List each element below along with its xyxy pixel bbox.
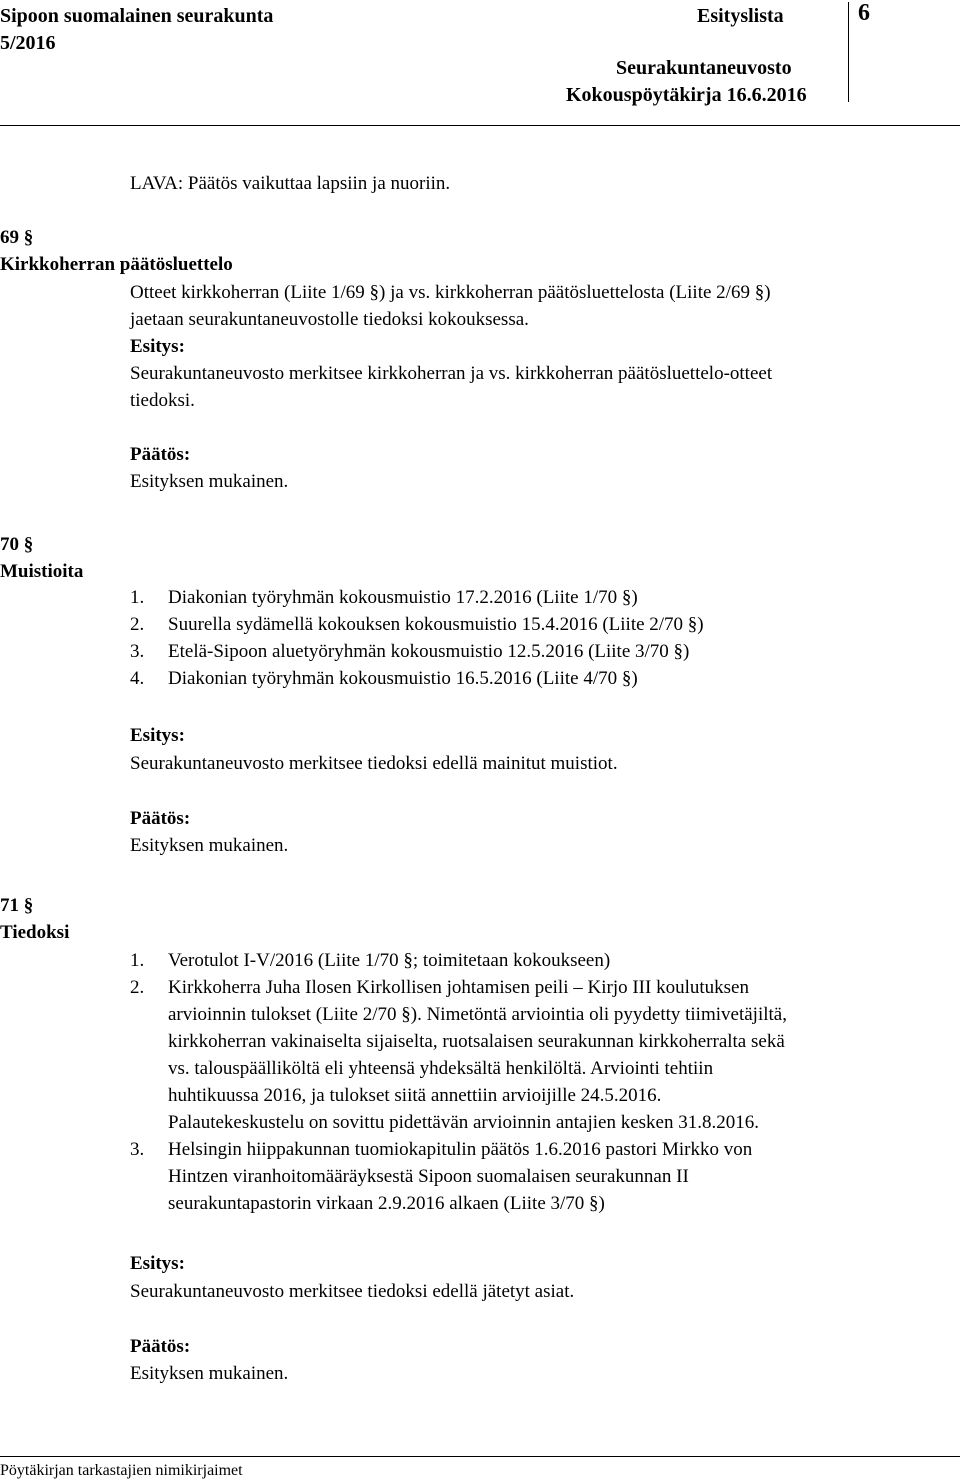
section-71-list: [130, 947, 787, 1217]
section-71-number: 71 §: [0, 895, 34, 916]
list-item-line: Palautekeskustelu on sovittu pidettävän arvioinnin antajien kesken 31.8.2016.: [168, 1112, 759, 1133]
section-69-esitys-line1: Seurakuntaneuvosto merkitsee kirkkoherran ja vs. kirkkoherran päätösluettelo-otteet: [130, 363, 773, 384]
section-69-text-line2: jaetaan seurakuntaneuvostolle tiedoksi kokouksessa.: [130, 309, 529, 330]
list-item-line: Hintzen viranhoitomääräyksestä Sipoon suomalaisen seurakunnan II: [168, 1166, 689, 1187]
section-70-number: 70 §: [0, 534, 34, 555]
list-item-line: vs. talouspäälliköltä eli yhteensä yhdeksältä henkilöltä. Arviointi tehtiin: [168, 1058, 714, 1079]
list-item-text: Suurella sydämellä kokouksen kokousmuistio 15.4.2016 (Liite 2/70 §): [168, 614, 704, 635]
header-rule: [0, 125, 960, 126]
list-item-line: kirkkoherran vakinaiselta sijaiselta, ruotsalaisen seurakunnan kirkkoherralta sekä: [168, 1031, 785, 1052]
section-70-esitys-label: Esitys:: [130, 725, 185, 746]
document-type: Esityslista: [697, 5, 784, 27]
list-item: [130, 584, 704, 611]
page-number: 6: [858, 0, 870, 26]
section-69-esitys-line2: tiedoksi.: [130, 390, 195, 411]
section-70-title: Muistioita: [0, 561, 84, 582]
list-item: [130, 947, 787, 974]
section-69-paatos-label: Päätös:: [130, 444, 191, 465]
section-71-paatos: Esityksen mukainen.: [130, 1363, 289, 1384]
org-name: Sipoon suomalainen seurakunta: [0, 5, 274, 27]
list-item-number: 3.: [130, 1139, 145, 1160]
list-item-line: Helsingin hiippakunnan tuomiokapitulin päätös 1.6.2016 pastori Mirkko von: [168, 1139, 753, 1160]
list-item: [130, 974, 787, 1136]
list-item: [130, 665, 704, 692]
list-item-line: arvioinnin tulokset (Liite 2/70 §). Nimetöntä arviointia oli pyydetty tiimivetäjiltä,: [168, 1004, 787, 1025]
body-name: Seurakuntaneuvosto: [616, 57, 792, 79]
list-item-number: 1.: [130, 587, 145, 608]
section-69-number: 69 §: [0, 227, 34, 248]
section-69-esitys-label: Esitys:: [130, 336, 185, 357]
lava-note: LAVA: Päätös vaikuttaa lapsiin ja nuoriin.: [130, 173, 451, 194]
list-item: [130, 1136, 787, 1217]
signature-label: Pöytäkirjan tarkastajien nimikirjaimet: [0, 1462, 243, 1479]
section-71-title: Tiedoksi: [0, 922, 70, 943]
list-item-line: Kirkkoherra Juha Ilosen Kirkollisen johtamisen peili – Kirjo III koulutuksen: [168, 977, 749, 998]
footer-rule: [0, 1456, 960, 1457]
section-70-esitys: Seurakuntaneuvosto merkitsee tiedoksi edellä mainitut muistiot.: [130, 753, 618, 774]
section-71-esitys: Seurakuntaneuvosto merkitsee tiedoksi edellä jätetyt asiat.: [130, 1281, 575, 1302]
section-69-text-line1: Otteet kirkkoherran (Liite 1/69 §) ja vs. kirkkoherran päätösluettelosta (Liite 2/69 §): [130, 282, 771, 303]
header-vertical-divider: [848, 2, 849, 102]
list-item-number: 3.: [130, 641, 145, 662]
section-70-paatos: Esityksen mukainen.: [130, 835, 289, 856]
list-item-number: 4.: [130, 668, 145, 689]
list-item-number: 1.: [130, 950, 145, 971]
list-item-line: seurakuntapastorin virkaan 2.9.2016 alkaen (Liite 3/70 §): [168, 1193, 605, 1214]
list-item-line: huhtikuussa 2016, ja tulokset siitä annettiin arvioijille 24.5.2016.: [168, 1085, 662, 1106]
section-70-list: [130, 584, 704, 692]
list-item-text: Verotulot I-V/2016 (Liite 1/70 §; toimitetaan kokoukseen): [168, 950, 611, 971]
list-item-number: 2.: [130, 614, 145, 635]
section-69-paatos: Esityksen mukainen.: [130, 471, 289, 492]
list-item-text: Diakonian työryhmän kokousmuistio 17.2.2016 (Liite 1/70 §): [168, 587, 638, 608]
section-71-esitys-label: Esitys:: [130, 1253, 185, 1274]
section-71-paatos-label: Päätös:: [130, 1336, 191, 1357]
section-70-paatos-label: Päätös:: [130, 808, 191, 829]
minutes-date: Kokouspöytäkirja 16.6.2016: [566, 84, 807, 106]
list-item: [130, 638, 704, 665]
section-69-title: Kirkkoherran päätösluettelo: [0, 254, 233, 275]
list-item-number: 2.: [130, 977, 145, 998]
list-item: [130, 611, 704, 638]
document-number: 5/2016: [0, 32, 56, 54]
list-item-text: Etelä-Sipoon aluetyöryhmän kokousmuistio 12.5.2016 (Liite 3/70 §): [168, 641, 690, 662]
list-item-text: Diakonian työryhmän kokousmuistio 16.5.2016 (Liite 4/70 §): [168, 668, 638, 689]
